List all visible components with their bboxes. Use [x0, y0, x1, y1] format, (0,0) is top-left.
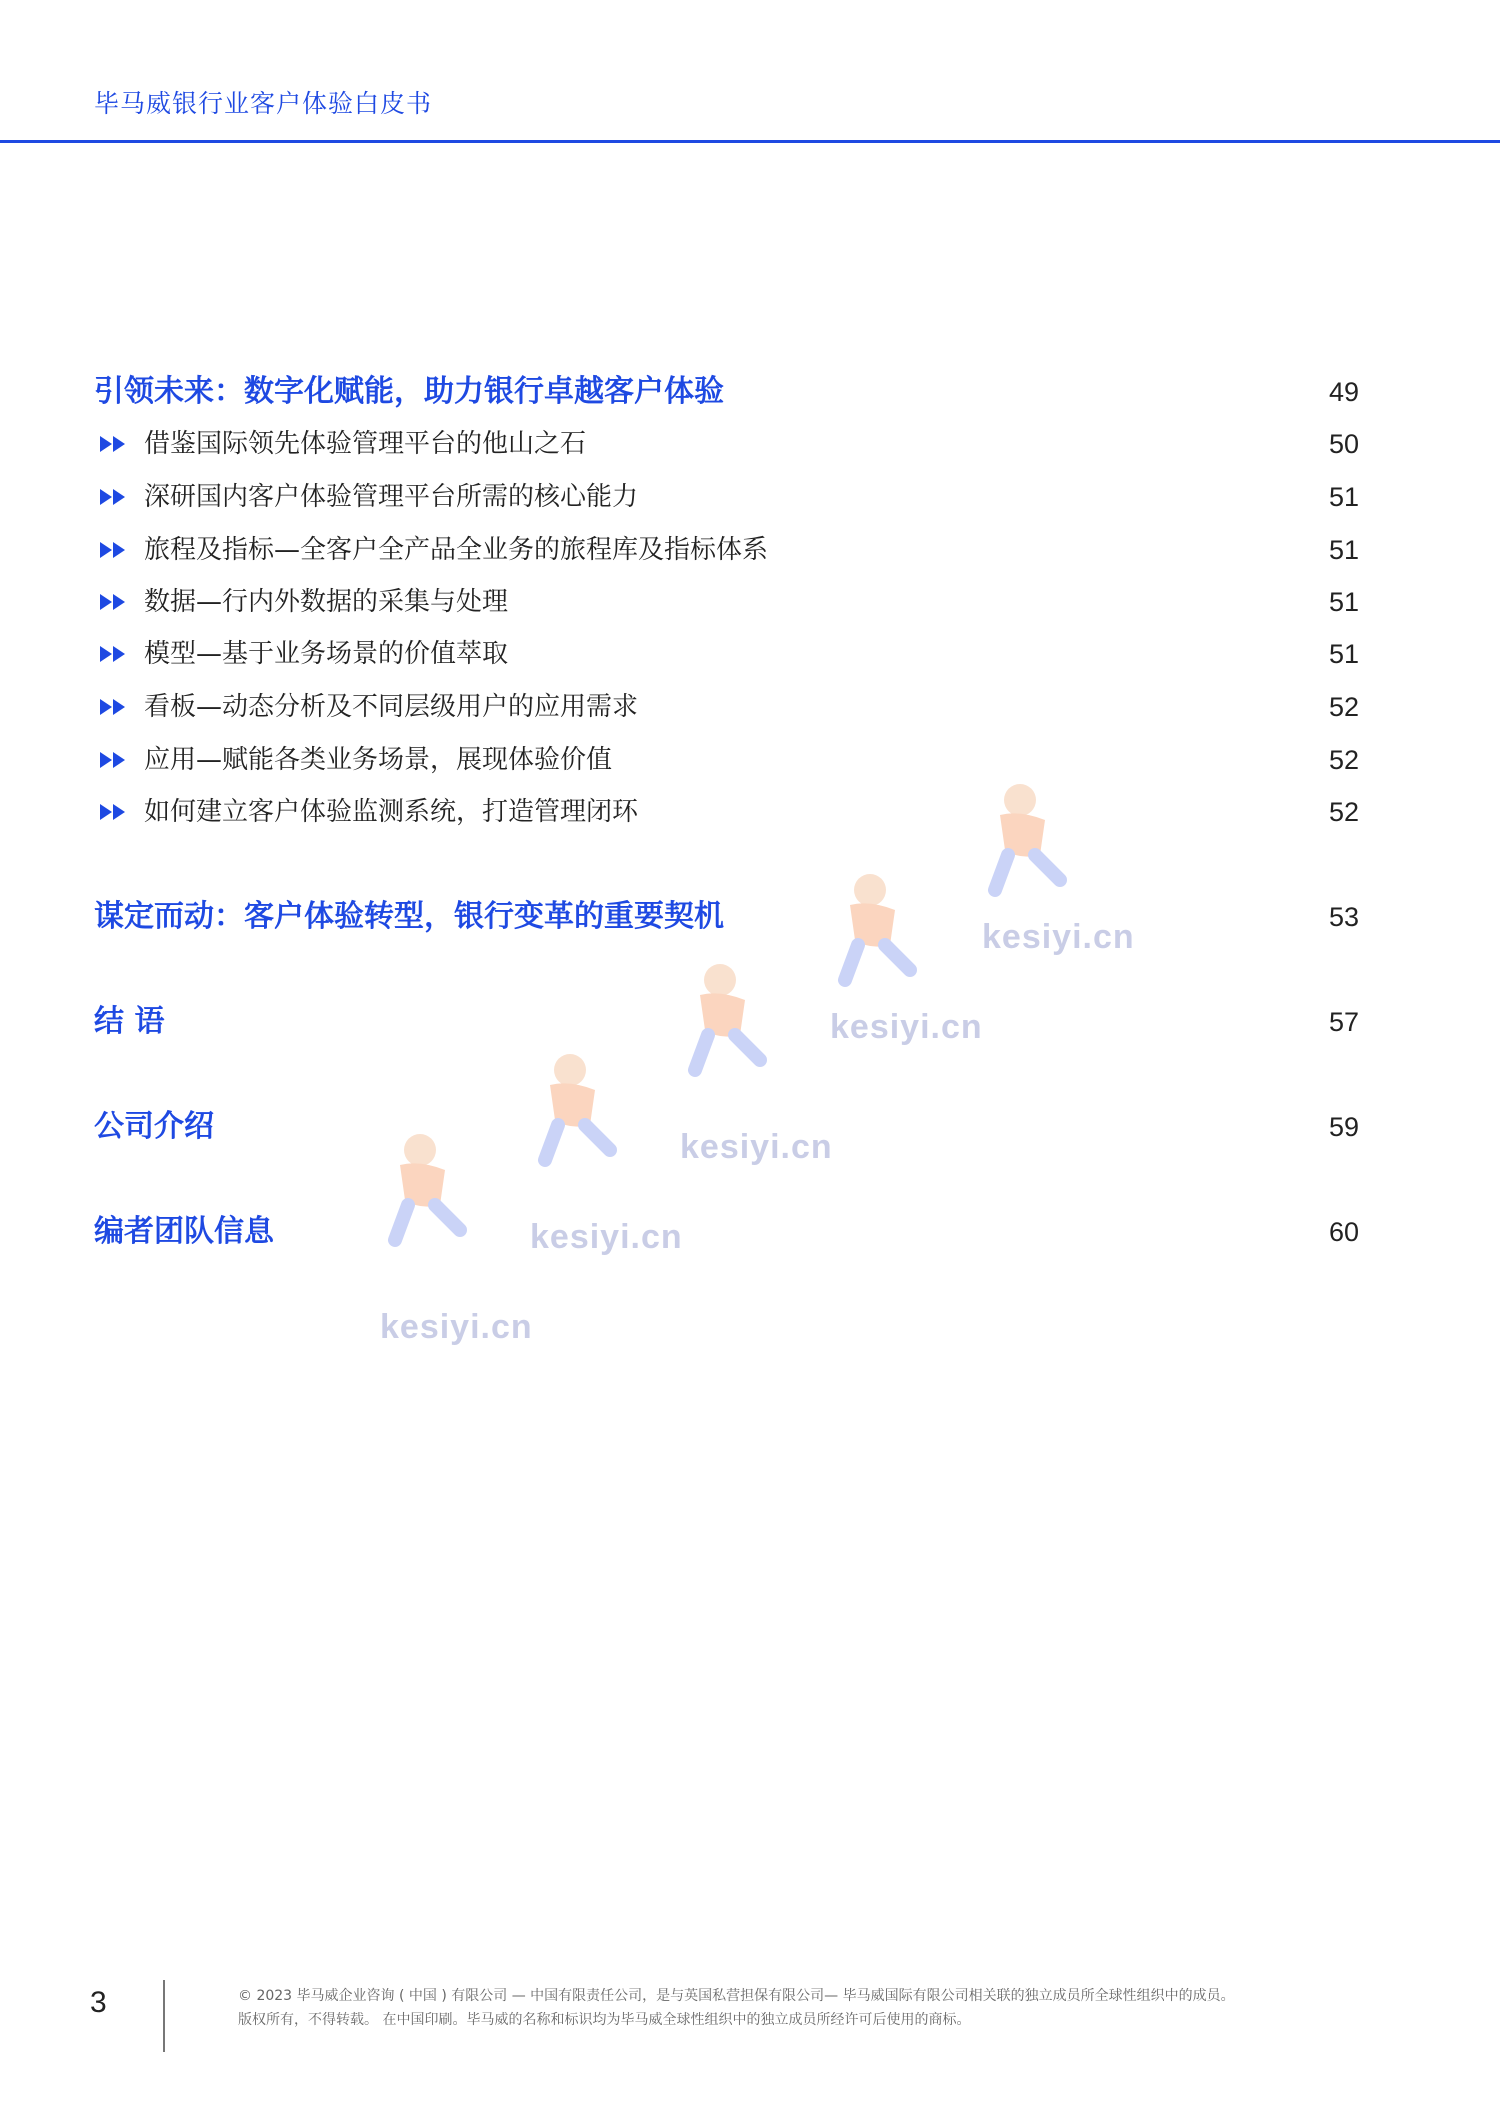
toc-subentry-title: 如何建立客户体验监测系统，打造管理闭环	[144, 797, 639, 827]
watermark-text: kesiyi.cn	[530, 1218, 683, 1256]
toc-subentry-title: 旅程及指标—全客户全产品全业务的旅程库及指标体系	[144, 535, 769, 565]
toc-section-title: 公司介绍	[94, 1109, 214, 1144]
toc-subentry[interactable]	[94, 475, 1359, 519]
watermark-text: kesiyi.cn	[982, 918, 1135, 956]
watermark-text: kesiyi.cn	[380, 1308, 533, 1346]
toc-subentry[interactable]	[94, 580, 1359, 624]
toc-page-number: 49	[1328, 377, 1359, 407]
toc-subentry[interactable]	[94, 738, 1359, 782]
toc-subentry-title: 借鉴国际领先体验管理平台的他山之石	[144, 429, 587, 459]
double-chevron-icon	[100, 436, 128, 452]
double-chevron-icon	[100, 804, 128, 820]
toc-section-entry[interactable]	[94, 370, 1359, 414]
watermark-figures	[360, 760, 1160, 1360]
toc-subentry-title: 模型—基于业务场景的价值萃取	[144, 639, 509, 669]
toc-subentry-title: 应用—赋能各类业务场景，展现体验价值	[144, 745, 613, 775]
toc-page-number: 60	[1328, 1217, 1359, 1247]
toc-page-number: 57	[1328, 1007, 1359, 1037]
toc-subentry[interactable]	[94, 790, 1359, 834]
watermark-text: kesiyi.cn	[830, 1008, 983, 1046]
watermark	[360, 760, 1160, 1360]
double-chevron-icon	[100, 752, 128, 768]
toc-subentry[interactable]	[94, 422, 1359, 466]
header-divider	[0, 140, 1500, 143]
toc-section-entry[interactable]	[94, 1210, 1359, 1254]
toc-subentry[interactable]	[94, 528, 1359, 572]
toc-page-number: 52	[1328, 797, 1359, 827]
footer-divider	[163, 1980, 165, 2052]
toc-page-number: 51	[1328, 535, 1359, 565]
toc-section-title: 结 语	[94, 1004, 165, 1039]
footer-copyright-line: 版权所有，不得转载。 在中国印刷。毕马威的名称和标识均为毕马威全球性组织中的独立成员所经许可后使用的商标。	[238, 2012, 971, 2028]
toc-section-title: 编者团队信息	[94, 1214, 274, 1249]
toc-page-number: 51	[1328, 482, 1359, 512]
footer-page-number: 3	[90, 1986, 107, 2019]
toc-section-title: 引领未来：数字化赋能，助力银行卓越客户体验	[94, 374, 724, 409]
toc-page-number: 53	[1328, 902, 1359, 932]
toc-page-number: 52	[1328, 745, 1359, 775]
double-chevron-icon	[100, 542, 128, 558]
toc-subentry[interactable]	[94, 685, 1359, 729]
double-chevron-icon	[100, 489, 128, 505]
watermark-text: kesiyi.cn	[680, 1128, 833, 1166]
toc-page-number: 51	[1328, 639, 1359, 669]
toc-page-number: 59	[1328, 1112, 1359, 1142]
toc-section-entry[interactable]	[94, 895, 1359, 939]
toc-subentry[interactable]	[94, 632, 1359, 676]
toc-subentry-title: 深研国内客户体验管理平台所需的核心能力	[144, 482, 639, 512]
double-chevron-icon	[100, 594, 128, 610]
toc-page-number: 50	[1328, 429, 1359, 459]
toc-subentry-title: 数据—行内外数据的采集与处理	[144, 587, 509, 617]
toc-page-number: 51	[1328, 587, 1359, 617]
toc-page-number: 52	[1328, 692, 1359, 722]
footer-copyright-line: © 2023 毕马威企业咨询 ( 中国 ) 有限公司 — 中国有限责任公司，是与英国私营担保有限公司— 毕马威国际有限公司相关联的独立成员所全球性组织中的成员。	[238, 1988, 1235, 2004]
toc-subentry-title: 看板—动态分析及不同层级用户的应用需求	[144, 692, 639, 722]
toc-section-entry[interactable]	[94, 1000, 1359, 1044]
double-chevron-icon	[100, 699, 128, 715]
document-header-title: 毕马威银行业客户体验白皮书	[94, 89, 433, 118]
toc-section-title: 谋定而动：客户体验转型，银行变革的重要契机	[94, 899, 724, 934]
footer-copyright	[238, 1984, 1363, 2032]
double-chevron-icon	[100, 646, 128, 662]
toc-section-entry[interactable]	[94, 1105, 1359, 1149]
